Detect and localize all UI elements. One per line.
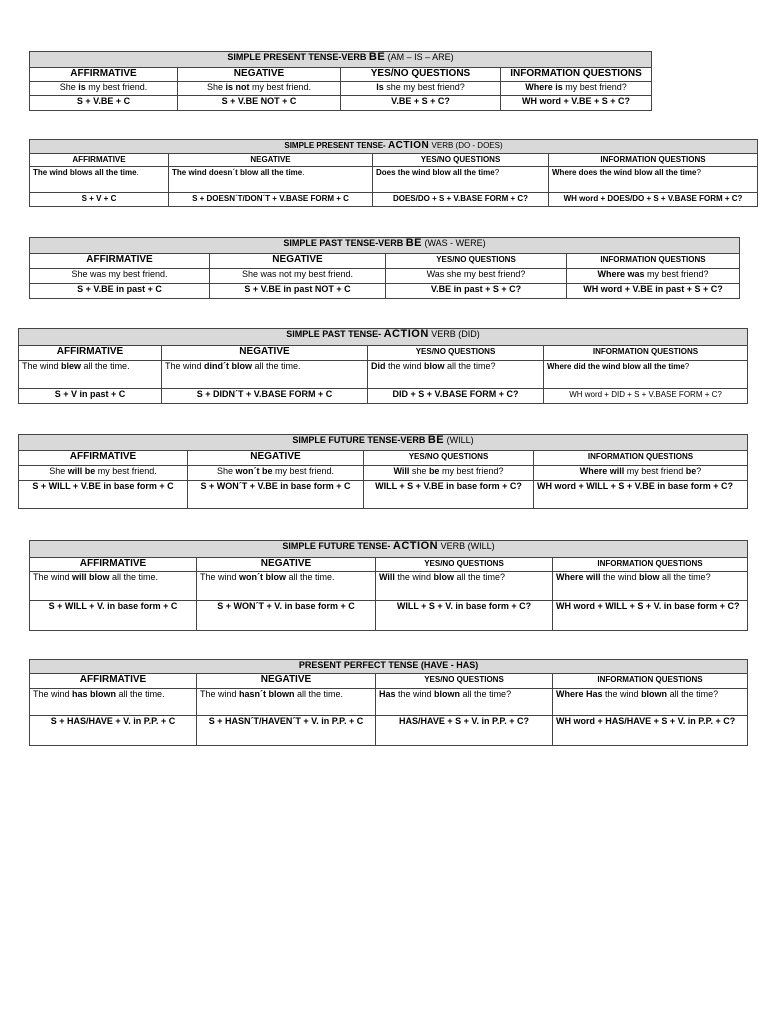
formula-information: WH word + WILL + S + V.BE in base form + C? <box>534 481 748 509</box>
example-yes-no: Will the wind blow all the time? <box>376 572 553 601</box>
header-affirmative: AFFIRMATIVE <box>19 346 162 361</box>
header-yes-no-questions: YES/NO QUESTIONS <box>386 254 567 269</box>
example-negative: The wind doesn´t blow all the time. <box>169 167 373 193</box>
header-yes-no-questions: YES/NO QUESTIONS <box>373 154 549 167</box>
header-yes-no-questions: YES/NO QUESTIONS <box>364 451 534 466</box>
example-negative: The wind dind´t blow all the time. <box>162 361 368 389</box>
header-negative: NEGATIVE <box>169 154 373 167</box>
header-affirmative: AFFIRMATIVE <box>30 68 178 82</box>
table-title: SIMPLE PAST TENSE-VERB BE (WAS - WERE) <box>30 238 740 254</box>
formula-yes-no: DOES/DO + S + V.BASE FORM + C? <box>373 193 549 207</box>
example-yes-no: Does the wind blow all the time? <box>373 167 549 193</box>
formula-yes-no: V.BE + S + C? <box>341 96 501 111</box>
table-title: SIMPLE PRESENT TENSE-VERB BE (AM – IS – ARE) <box>30 52 652 68</box>
formula-yes-no: V.BE in past + S + C? <box>386 284 567 299</box>
formula-affirmative: S + WILL + V.BE in base form + C <box>19 481 188 509</box>
header-negative: NEGATIVE <box>210 254 386 269</box>
header-negative: NEGATIVE <box>197 674 376 689</box>
formula-negative: S + DOESN´T/DON´T + V.BASE FORM + C <box>169 193 373 207</box>
formula-yes-no: HAS/HAVE + S + V. in P.P. + C? <box>376 716 553 746</box>
table-title: SIMPLE FUTURE TENSE- ACTION VERB (WILL) <box>30 541 748 558</box>
formula-affirmative: S + V.BE + C <box>30 96 178 111</box>
formula-affirmative: S + V + C <box>30 193 169 207</box>
header-yes-no-questions: YES/NO QUESTIONS <box>368 346 544 361</box>
example-yes-no: Will she be my best friend? <box>364 466 534 481</box>
example-information: Where is my best friend? <box>501 82 652 96</box>
example-affirmative: She will be my best friend. <box>19 466 188 481</box>
header-information-questions: INFORMATION QUESTIONS <box>549 154 758 167</box>
formula-information: WH word + V.BE + S + C? <box>501 96 652 111</box>
header-affirmative: AFFIRMATIVE <box>30 558 197 572</box>
header-negative: NEGATIVE <box>197 558 376 572</box>
simple-present-be-table <box>29 51 652 111</box>
example-yes-no: Is she my best friend? <box>341 82 501 96</box>
formula-affirmative: S + WILL + V. in base form + C <box>30 601 197 631</box>
header-information-questions: INFORMATION QUESTIONS <box>567 254 740 269</box>
formula-negative: S + V.BE in past NOT + C <box>210 284 386 299</box>
formula-negative: S + V.BE NOT + C <box>178 96 341 111</box>
header-yes-no-questions: YES/NO QUESTIONS <box>341 68 501 82</box>
example-information: Where does the wind blow all the time? <box>549 167 758 193</box>
example-affirmative: The wind blew all the time. <box>19 361 162 389</box>
header-affirmative: AFFIRMATIVE <box>30 254 210 269</box>
simple-past-be-table <box>29 237 740 299</box>
example-affirmative: The wind blows all the time. <box>30 167 169 193</box>
header-information-questions: INFORMATION QUESTIONS <box>501 68 652 82</box>
simple-past-action-table <box>18 328 748 404</box>
header-affirmative: AFFIRMATIVE <box>30 674 197 689</box>
header-information-questions: INFORMATION QUESTIONS <box>534 451 748 466</box>
table-title: SIMPLE FUTURE TENSE-VERB BE (WILL) <box>19 435 748 451</box>
example-information: Where will my best friend be? <box>534 466 748 481</box>
header-yes-no-questions: YES/NO QUESTIONS <box>376 674 553 689</box>
header-information-questions: INFORMATION QUESTIONS <box>553 674 748 689</box>
table-title: PRESENT PERFECT TENSE (HAVE - HAS) <box>30 660 748 674</box>
simple-present-action-table <box>29 139 758 207</box>
header-information-questions: INFORMATION QUESTIONS <box>544 346 748 361</box>
formula-yes-no: WILL + S + V.BE in base form + C? <box>364 481 534 509</box>
formula-negative: S + WON´T + V.BE in base form + C <box>188 481 364 509</box>
table-title: SIMPLE PRESENT TENSE- ACTION VERB (DO - DOES) <box>30 140 758 154</box>
example-information: Where did the wind blow all the time? <box>544 361 748 389</box>
table-title: SIMPLE PAST TENSE- ACTION VERB (DID) <box>19 329 748 346</box>
example-yes-no: Was she my best friend? <box>386 269 567 284</box>
example-information: Where will the wind blow all the time? <box>553 572 748 601</box>
example-affirmative: The wind has blown all the time. <box>30 689 197 716</box>
simple-future-be-table <box>18 434 748 509</box>
header-affirmative: AFFIRMATIVE <box>30 154 169 167</box>
example-negative: The wind hasn´t blown all the time. <box>197 689 376 716</box>
example-information: Where Has the wind blown all the time? <box>553 689 748 716</box>
formula-affirmative: S + V.BE in past + C <box>30 284 210 299</box>
example-yes-no: Has the wind blown all the time? <box>376 689 553 716</box>
example-affirmative: She is my best friend. <box>30 82 178 96</box>
header-information-questions: INFORMATION QUESTIONS <box>553 558 748 572</box>
example-affirmative: She was my best friend. <box>30 269 210 284</box>
formula-negative: S + DIDN´T + V.BASE FORM + C <box>162 389 368 404</box>
formula-information: WH word + HAS/HAVE + S + V. in P.P. + C? <box>553 716 748 746</box>
example-negative: She was not my best friend. <box>210 269 386 284</box>
formula-affirmative: S + V in past + C <box>19 389 162 404</box>
example-negative: The wind won´t blow all the time. <box>197 572 376 601</box>
formula-information: WH word + DID + S + V.BASE FORM + C? <box>544 389 748 404</box>
example-negative: She is not my best friend. <box>178 82 341 96</box>
formula-information: WH word + V.BE in past + S + C? <box>567 284 740 299</box>
example-negative: She won´t be my best friend. <box>188 466 364 481</box>
header-negative: NEGATIVE <box>178 68 341 82</box>
formula-yes-no: WILL + S + V. in base form + C? <box>376 601 553 631</box>
present-perfect-table <box>29 659 748 746</box>
formula-negative: S + WON´T + V. in base form + C <box>197 601 376 631</box>
simple-future-action-table <box>29 540 748 631</box>
formula-information: WH word + DOES/DO + S + V.BASE FORM + C? <box>549 193 758 207</box>
example-affirmative: The wind will blow all the time. <box>30 572 197 601</box>
example-information: Where was my best friend? <box>567 269 740 284</box>
formula-yes-no: DID + S + V.BASE FORM + C? <box>368 389 544 404</box>
header-negative: NEGATIVE <box>188 451 364 466</box>
formula-negative: S + HASN´T/HAVEN´T + V. in P.P. + C <box>197 716 376 746</box>
example-yes-no: Did the wind blow all the time? <box>368 361 544 389</box>
header-affirmative: AFFIRMATIVE <box>19 451 188 466</box>
header-negative: NEGATIVE <box>162 346 368 361</box>
formula-information: WH word + WILL + S + V. in base form + C? <box>553 601 748 631</box>
header-yes-no-questions: YES/NO QUESTIONS <box>376 558 553 572</box>
formula-affirmative: S + HAS/HAVE + V. in P.P. + C <box>30 716 197 746</box>
